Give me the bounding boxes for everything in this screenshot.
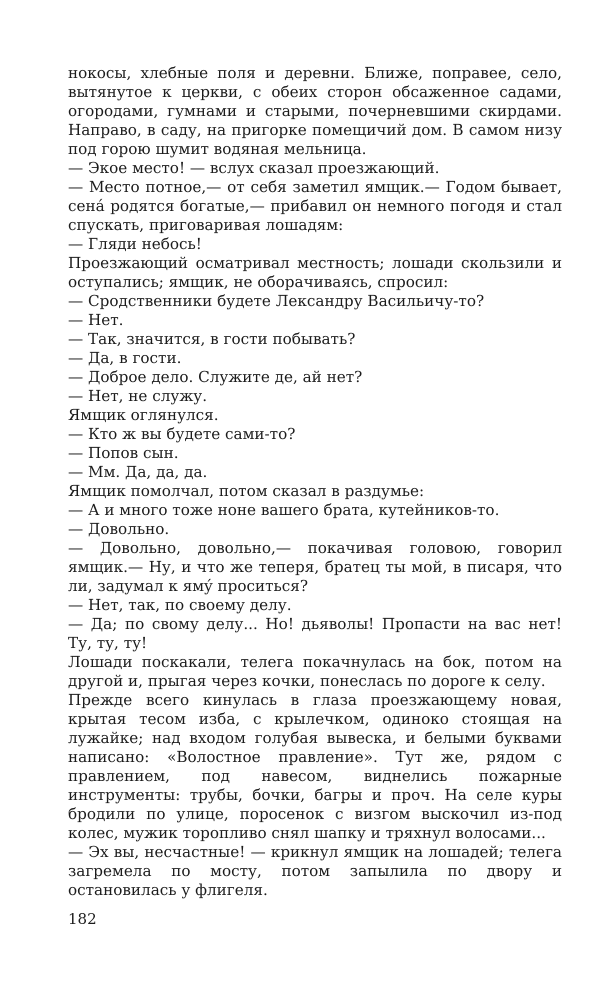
paragraph: — Кто ж вы будете сами-то? [68, 425, 296, 443]
paragraph: — Нет, не служу. [68, 387, 208, 405]
paragraph: — Гляди небось! [68, 235, 202, 253]
paragraph: — Довольно. [68, 520, 170, 538]
paragraph: — Экое место! — вслух сказал проезжающий. [68, 159, 440, 177]
page-text [68, 64, 562, 900]
paragraph: Ямщик помолчал, потом сказал в раздумье: [68, 482, 425, 500]
paragraph: — Нет. [68, 311, 124, 329]
paragraph: — Попов сын. [68, 444, 179, 462]
paragraph: — Так, значится, в гости побывать? [68, 330, 356, 348]
paragraph: — Мм. Да, да, да. [68, 463, 208, 481]
paragraph: нокосы, хлебные поля и деревни. Ближе, поправее, село, вытянутое к церкви, с обеих сторон обсаженное садами, огородами, гумнами и старыми, почерневшими скирдами. Направо, в саду, на пригорке помещичий дом. В самом низу под горою шумит водяная мельница. [68, 64, 562, 158]
paragraph: — Место потное,— от себя заметил ямщик.— Годом бывает, сена́ родятся богатые,— прибавил он немного погодя и стал спускать, приговаривая лошадям: [68, 178, 562, 234]
paragraph: — Довольно, довольно,— покачивая головою, говорил ямщик.— Ну, и что же теперя, братец ты мой, в писаря, что ли, задумал к ямý проситься? [68, 539, 562, 595]
paragraph: — Доброе дело. Служите де, ай нет? [68, 368, 363, 386]
paragraph: — Сродственники будете Лександру Васильичу-то? [68, 292, 485, 310]
page-number: 182 [68, 910, 97, 928]
paragraph: — Эх вы, несчастные! — крикнул ямщик на лошадей; телега загремела по мосту, потом запылила по двору и остановилась у флигеля. [68, 843, 562, 899]
paragraph: Ямщик оглянулся. [68, 406, 219, 424]
paragraph: Лошади поскакали, телега покачнулась на бок, потом на другой и, прыгая через кочки, понеслась по дороге к селу. [68, 653, 562, 690]
paragraph: Проезжающий осматривал местность; лошади скользили и оступались; ямщик, не оборачиваясь, спросил: [68, 254, 562, 291]
paragraph: — А и много тоже ноне вашего брата, кутейников-то. [68, 501, 500, 519]
paragraph: Прежде всего кинулась в глаза проезжающему новая, крытая тесом изба, с крылечком, одиноко стоящая на лужайке; над входом голубая вывеска, и белыми буквами написано: «Волостное правление». Тут же, рядом с правлением, под навесом, виднелись пожарные инструменты: трубы, бочки, багры и проч. На селе куры бродили по улице, поросенок с визгом выскочил из-под колес, мужик торопливо снял шапку и тряхнул волосами... [68, 691, 562, 842]
paragraph: — Нет, так, по своему делу. [68, 596, 292, 614]
paragraph: — Да; по свому делу... Но! дьяволы! Пропасти на вас нет! Ту, ту, ту! [68, 615, 562, 652]
paragraph: — Да, в гости. [68, 349, 182, 367]
